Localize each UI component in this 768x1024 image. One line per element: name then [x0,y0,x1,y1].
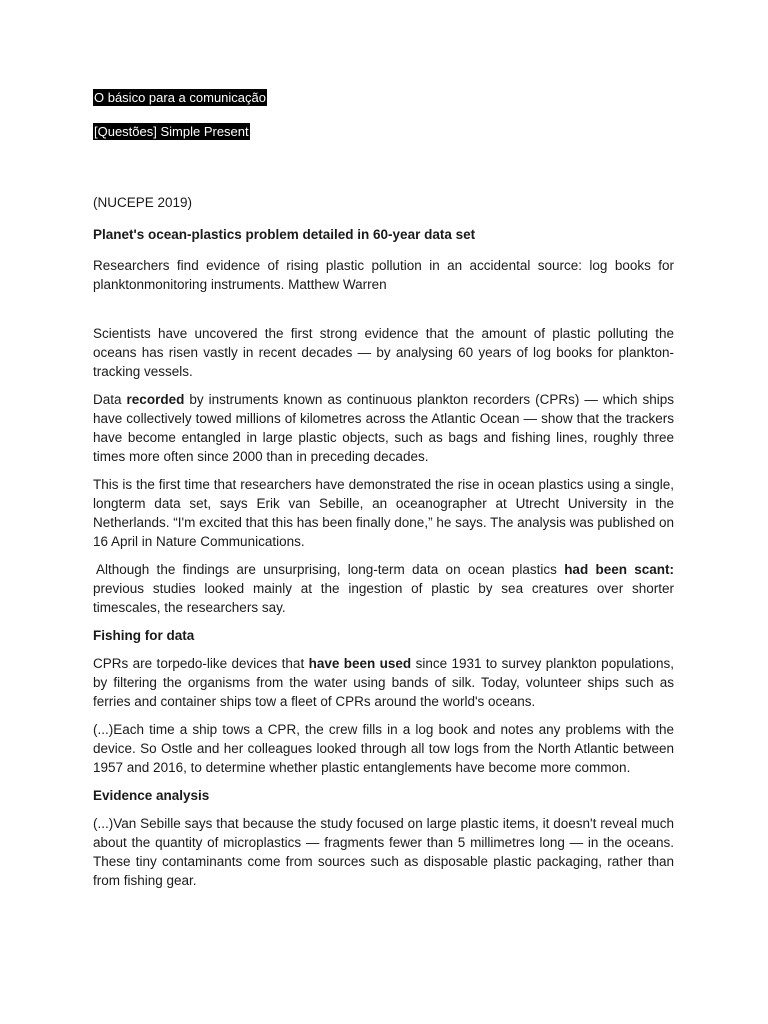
tag-subject: [Questões] Simple Present [94,124,249,139]
paragraph-4-text-b: previous studies looked mainly at the ingestion of plastic by sea creatures over shorter timescales, the researchers say. [93,581,674,615]
paragraph-2-text-a: Data [93,392,127,407]
paragraph-6: (...)Each time a ship tows a CPR, the crew fills in a log book and notes any problems with the device. So Ostle and her colleagues looked through all tow logs from the North Atlantic between 1957 and 2016, to determine whether plastic entanglements have become more common. [93,722,674,775]
tag-subject-wrap [93,123,674,141]
tag-title: O básico para a comunicação [94,90,266,105]
paragraph-1: Scientists have uncovered the first strong evidence that the amount of plastic polluting the oceans has risen vastly in recent decades — by analysing 60 years of log books for plankton-tracking vessels. [93,326,674,379]
paragraph-5-text-a: CPRs are torpedo-like devices that [93,656,309,671]
paragraph-2-text-b: by instruments known as continuous plankton recorders (CPRs) — which ships have collectively towed millions of kilometres across the Atlantic Ocean — show that the trackers have become entangled in large plastic objects, such as bags and fishing lines, roughly three times more often since 2000 than in preceding decades. [93,392,674,464]
paragraph-5 [93,654,674,711]
article-headline: Planet's ocean-plastics problem detailed in 60-year data set [93,227,476,242]
paragraph-4 [93,560,674,617]
paragraph-2-bold: recorded [126,392,185,407]
tag-title-wrap [93,89,674,107]
paragraph-4-bold: had been scant: [564,562,674,577]
paragraph-2 [93,390,674,466]
subheading-evidence-analysis: Evidence analysis [93,788,210,803]
subheading-fishing-for-data: Fishing for data [93,628,195,643]
paragraph-7: (...)Van Sebille says that because the study focused on large plastic items, it doesn't reveal much about the quantity of microplastics — fragments fewer than 5 millimetres long — in the oceans. These tiny contaminants come from sources such as disposable plastic packaging, rather than from fishing gear. [93,816,674,888]
paragraph-5-text-b: since 1931 to survey plankton populations, by filtering the organisms from the water using bands of silk. Today, volunteer ships such as ferries and container ships tow a fleet of CPRs around the world's oceans. [93,656,674,709]
article-lede: Researchers find evidence of rising plastic pollution in an accidental source: log books for planktonmonitoring instruments. Matthew Warren [93,258,674,292]
paragraph-4-text-a: Although the findings are unsurprising, long-term data on ocean plastics [96,562,565,577]
paragraph-5-bold: have been used [308,656,412,671]
exam-source: (NUCEPE 2019) [93,195,193,210]
paragraph-3: This is the first time that researchers have demonstrated the rise in ocean plastics using a single, longterm data set, says Erik van Sebille, an oceanographer at Utrecht University in the Netherlands. “I'm excited that this has been finally done,” he says. The analysis was published on 16 April in Nature Communications. [93,477,674,549]
